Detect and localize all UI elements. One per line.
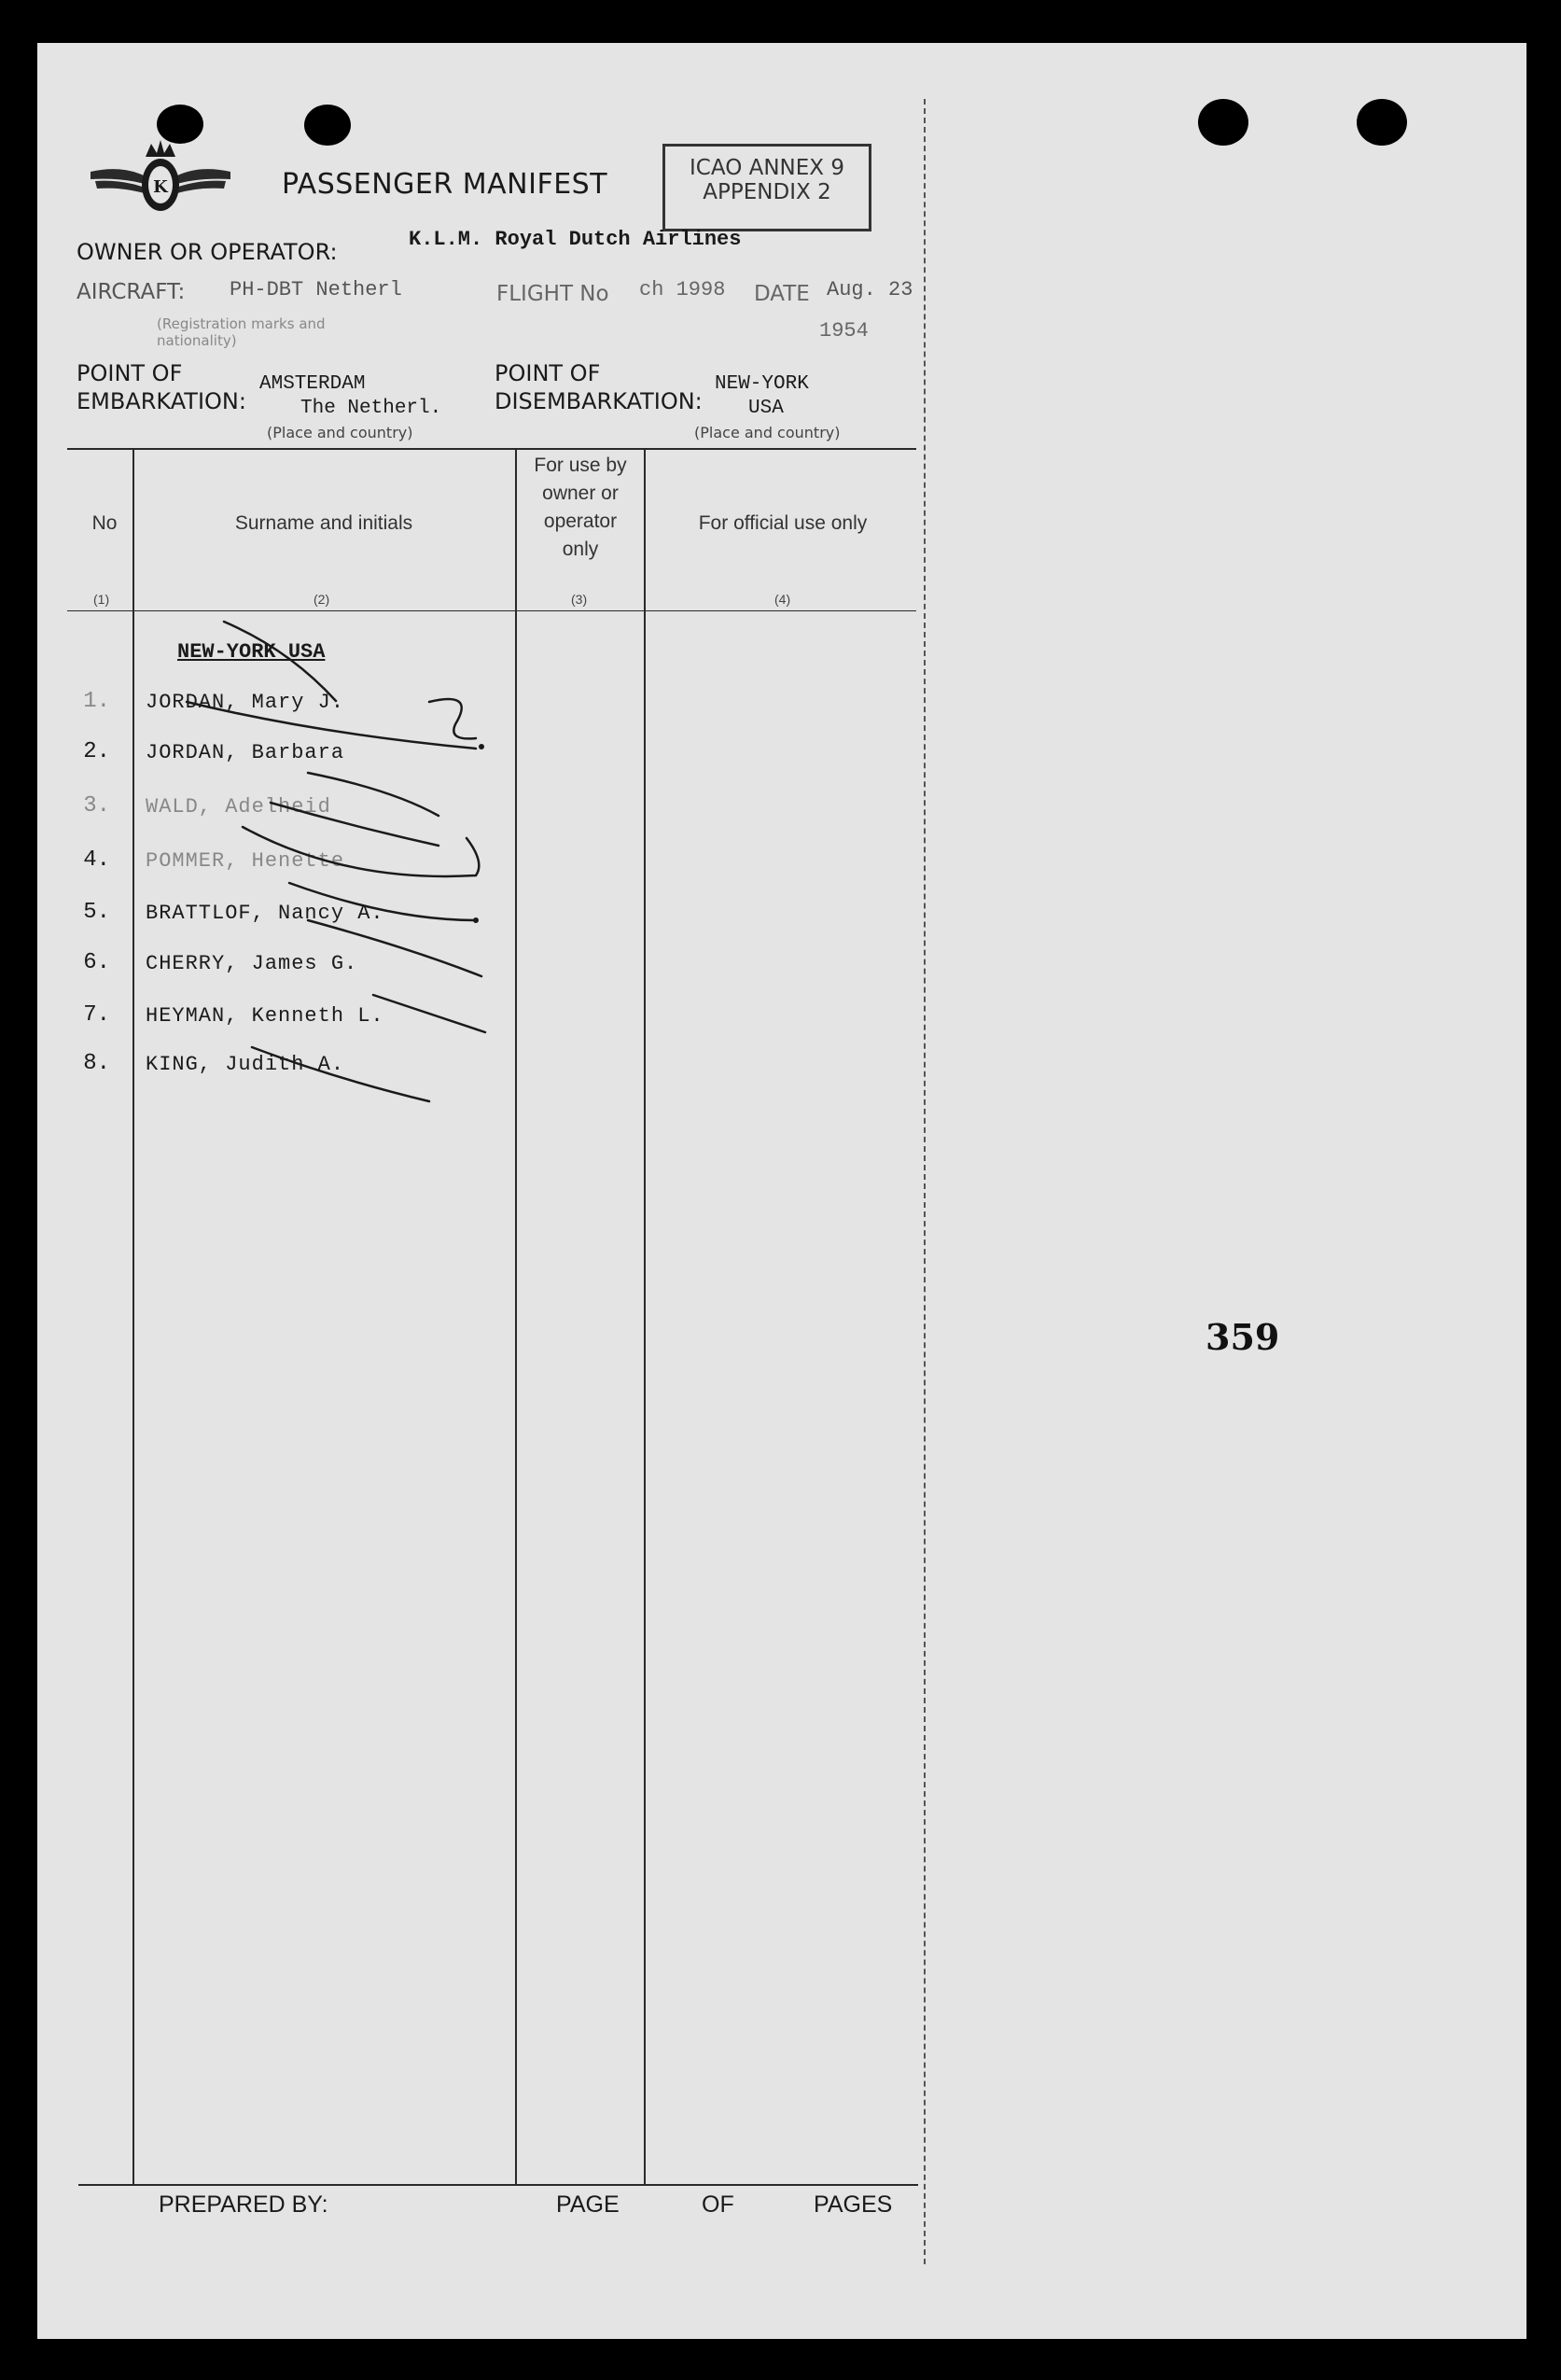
passenger-name: KING, Judith A.: [146, 1053, 345, 1076]
row-number: 7.: [83, 1002, 110, 1028]
column-number-2: (2): [314, 592, 330, 607]
prepared-by-label: PREPARED BY:: [159, 2191, 328, 2218]
column-number-3: (3): [571, 592, 588, 607]
disembark-place-note: (Place and country): [694, 424, 841, 441]
embark-city: AMSTERDAM: [259, 373, 366, 395]
svg-text:K: K: [153, 177, 168, 197]
embark-country: The Netherl.: [300, 398, 442, 419]
row-number: 4.: [83, 847, 110, 873]
row-number: 6.: [83, 950, 110, 975]
manifest-sheet: [37, 43, 1526, 2339]
disembark-label-2: DISEMBARKATION:: [495, 388, 703, 414]
row-number: 3.: [83, 793, 110, 819]
column-header-no: No: [91, 512, 118, 534]
flight-value: ch 1998: [639, 278, 726, 301]
passenger-name: WALD, Adelheid: [146, 795, 331, 819]
punch-hole: [1357, 99, 1407, 146]
column-header-surname: Surname and initials: [234, 512, 413, 534]
disembark-city: NEW-YORK: [715, 373, 809, 395]
table-bottom-rule: [78, 2184, 918, 2186]
section-heading: NEW-YORK USA: [177, 640, 326, 664]
of-label: OF: [702, 2191, 734, 2218]
embark-label-2: EMBARKATION:: [77, 388, 246, 414]
pages-label: PAGES: [814, 2191, 893, 2218]
page-label: PAGE: [556, 2191, 620, 2218]
passenger-name: CHERRY, James G.: [146, 952, 358, 975]
date-label: DATE: [754, 282, 810, 306]
row-number: 5.: [83, 900, 110, 925]
date-year: 1954: [819, 319, 869, 343]
row-number: 1.: [83, 689, 110, 714]
column-header-official: For official use only: [698, 512, 868, 534]
icao-line-1: ICAO ANNEX 9: [690, 156, 844, 180]
flight-label: FLIGHT No: [496, 282, 609, 306]
embark-label-1: POINT OF: [77, 360, 183, 386]
passenger-name: HEYMAN, Kenneth L.: [146, 1004, 384, 1028]
form-title: PASSENGER MANIFEST: [282, 168, 608, 201]
disembark-country: USA: [748, 398, 784, 419]
punch-hole: [1198, 99, 1248, 146]
passenger-name: JORDAN, Mary J.: [146, 691, 345, 714]
passenger-name: BRATTLOF, Nancy A.: [146, 902, 384, 925]
stamp-number: 359: [1206, 1316, 1280, 1358]
row-number: 8.: [83, 1051, 110, 1076]
passenger-name: POMMER, Henette: [146, 849, 345, 873]
passenger-name: JORDAN, Barbara: [146, 741, 345, 764]
embark-place-note: (Place and country): [267, 424, 413, 441]
column-header-owner-use: For use by owner or operator only: [534, 455, 627, 560]
aircraft-value: PH-DBT Netherl: [230, 278, 402, 301]
column-number-4: (4): [774, 592, 791, 607]
pencil-check-marks-icon: [37, 43, 933, 1163]
aircraft-label: AIRCRAFT:: [77, 280, 186, 304]
icao-line-2: APPENDIX 2: [703, 180, 831, 204]
disembark-label-1: POINT OF: [495, 360, 601, 386]
owner-label: OWNER OR OPERATOR:: [77, 239, 338, 265]
column-number-1: (1): [93, 592, 110, 607]
aircraft-note: (Registration marks and nationality): [157, 315, 326, 349]
row-number: 2.: [83, 739, 110, 764]
date-value: Aug. 23: [827, 278, 913, 301]
owner-value: K.L.M. Royal Dutch Airlines: [409, 228, 742, 251]
